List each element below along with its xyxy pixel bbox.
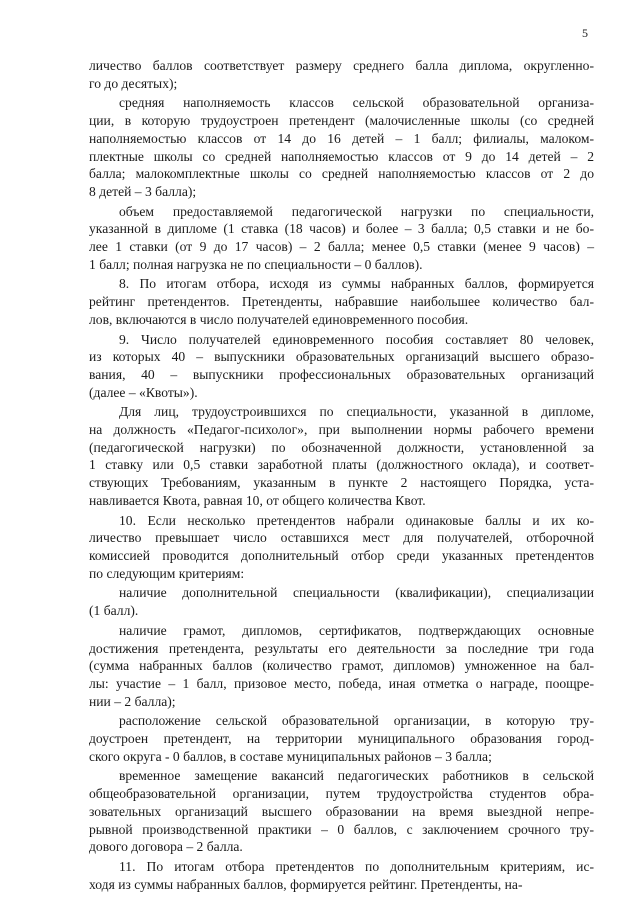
text-line: объем предоставляемой педагогической нагрузки по специальности, xyxy=(119,203,594,219)
text-line: дового договора – 2 балла. xyxy=(89,839,243,855)
text-line: балла; малокомплектные школы со средней наполняемостью классов от 2 до xyxy=(89,166,594,182)
text-line: вания, 40 – выпускники профессиональных образовательных организаций xyxy=(89,366,594,382)
text-line: указанной в дипломе (1 ставка (18 часов) и более – 3 балла; 0,5 ставки и не бо- xyxy=(89,221,594,237)
text-line: наполняемостью классов от 14 до 16 детей – 1 балл; филиалы, малоком- xyxy=(89,130,594,146)
text-line: лов, включаются в число получателей единовременного пособия. xyxy=(89,311,469,327)
text-line: из которых 40 – выпускники образовательных организаций высшего образо- xyxy=(89,349,594,365)
text-line: рывной производственной практики – 0 баллов, с заключением срочного тру- xyxy=(89,821,594,837)
text-line: расположение сельской образовательной организации, в которую тру- xyxy=(119,713,594,729)
text-line: го до десятых); xyxy=(89,75,178,91)
text-line: (1 балл). xyxy=(89,603,139,619)
text-line: личество баллов соответствует размеру среднего балла диплома, округленно- xyxy=(89,58,594,73)
text-line: навливается Квота, равная 10, от общего количества Квот. xyxy=(89,492,426,508)
text-line: наличие дополнительной специальности (квалификации), специализации xyxy=(119,585,594,601)
paragraph xyxy=(89,331,594,402)
text-line: ции, в которую трудоустроен претендент (малочисленные школы (со средней xyxy=(89,113,594,129)
document-body xyxy=(89,57,594,895)
text-line: комиссией проводится дополнительный отбор среди указанных претендентов xyxy=(89,547,594,563)
text-line: (далее – «Квоты»). xyxy=(89,384,198,400)
text-line: по следующим критериям: xyxy=(89,565,245,581)
paragraph xyxy=(89,57,594,92)
text-line: временное замещение вакансий педагогических работников в сельской xyxy=(119,768,594,784)
text-line: лее 1 ставки (от 9 до 17 часов) – 2 балла; менее 0,5 ставки (менее 9 часов) – xyxy=(89,239,594,255)
text-line: рейтинг претендентов. Претенденты, набравшие наибольшее количество бал- xyxy=(89,294,594,310)
paragraph xyxy=(89,622,594,711)
text-line: личество превышает число оставшихся мест для получателей, отборочной xyxy=(89,530,594,546)
text-line: 11. По итогам отбора претендентов по дополнительным критериям, ис- xyxy=(119,858,594,874)
text-line: ходя из суммы набранных баллов, формируется рейтинг. Претенденты, на- xyxy=(89,876,523,892)
text-line: 1 балл; полная нагрузка не по специальности – 0 баллов). xyxy=(89,256,423,272)
paragraph xyxy=(89,203,594,274)
paragraph xyxy=(89,275,594,328)
page-number: 5 xyxy=(582,26,588,40)
text-line: ского округа - 0 баллов, в составе муниципальных районов – 3 балла; xyxy=(89,748,492,764)
text-line: зовательных организаций высшего образовании на время выездной непре- xyxy=(89,803,594,819)
paragraph xyxy=(89,584,594,619)
text-line: (сумма набранных баллов (количество грамот, дипломов) умноженное на бал- xyxy=(89,658,594,674)
text-line: доустроен претендент, на территории муниципального образования город- xyxy=(89,731,594,747)
text-line: общеобразовательной организации, путем трудоустройства студентов обра- xyxy=(89,786,594,802)
text-line: 8. По итогам отбора, исходя из суммы набранных баллов, формируется xyxy=(119,276,594,292)
text-line: наличие грамот, дипломов, сертификатов, подтверждающих основные xyxy=(119,622,594,638)
text-line: плектные школы со средней наполняемостью классов от 9 до 14 детей – 2 xyxy=(89,148,594,164)
text-line: 1 ставку или 0,5 ставки заработной платы (должностного оклада), и соответ- xyxy=(89,457,594,473)
text-line: на должность «Педагог-психолог», при выполнении нормы рабочего времени xyxy=(89,422,594,438)
paragraph xyxy=(89,767,594,856)
text-line: достижения претендента, результаты его деятельности за последние три года xyxy=(89,640,594,656)
paragraph xyxy=(89,512,594,583)
paragraph xyxy=(89,858,594,893)
text-line: Для лиц, трудоустроившихся по специальности, указанной в дипломе, xyxy=(119,404,594,420)
paragraph xyxy=(89,94,594,200)
text-line: средняя наполняемость классов сельской образовательной организа- xyxy=(119,95,594,111)
text-line: 8 детей – 3 балла); xyxy=(89,183,197,199)
text-line: нии – 2 балла); xyxy=(89,693,176,709)
text-line: 10. Если несколько претендентов набрали одинаковые баллы и их ко- xyxy=(119,512,594,528)
paragraph xyxy=(89,712,594,765)
text-line: 9. Число получателей единовременного пособия составляет 80 человек, xyxy=(119,331,594,347)
text-line: (педагогической нагрузки) по обозначенной должности, установленной за xyxy=(89,439,594,455)
text-line: лы: участие – 1 балл, призовое место, победа, иная отметка о награде, поощре- xyxy=(89,675,594,691)
paragraph xyxy=(89,403,594,509)
text-line: ствующих Требованиям, указанным в пункте 2 настоящего Порядка, уста- xyxy=(89,475,594,491)
